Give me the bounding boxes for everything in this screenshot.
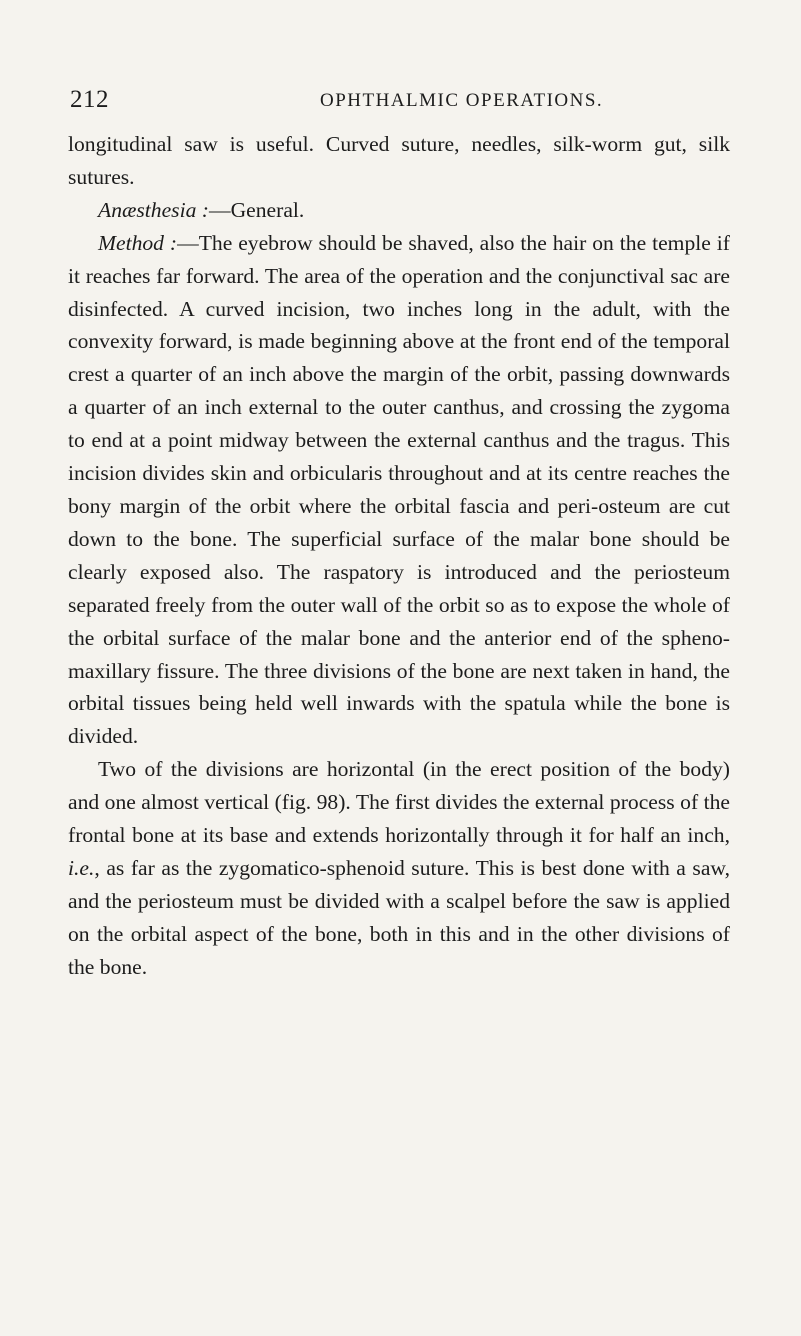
paragraph-text: —The eyebrow should be shaved, also the hair on the temple if it reaches far forward. The area of the operation and the conjunctival sac are disinfected. A curved incision, two inches long in the adult, with the convexity forward, is made beginning above at the front end of the temporal crest a quarter of an inch above the margin of the orbit, passing downwards a quarter of an inch external to the outer canthus, and crossing the zygoma to end at a point midway between the external canthus and the tragus. This incision divides skin and orbicularis throughout and at its centre reaches the bony margin of the orbit where the orbital fascia and peri-osteum are cut down to the bone. The superficial surface of the malar bone should be clearly exposed also. The raspatory is introduced and the periosteum separated freely from the outer wall of the orbit so as to expose the whole of the orbital surface of the malar bone and the anterior end of the spheno-maxillary fissure. The three divisions of the bone are next taken in hand, the orbital tissues being held well inwards with the spatula while the bone is divided. [68, 230, 730, 749]
page-header [70, 86, 730, 120]
paragraph-lead: Method : [98, 230, 178, 255]
paragraph-text-after: , as far as the zygomatico-sphenoid suture. This is best done with a saw, and the periosteum must be divided with a scalpel before the saw is applied on the orbital aspect of the bone, both in this and in the other divisions of the bone. [68, 855, 730, 979]
paragraph-divisions [68, 753, 730, 983]
page-number: 212 [70, 86, 109, 113]
body-text [68, 128, 730, 984]
paragraph-anaesthesia [68, 194, 730, 227]
paragraph-text: —General. [208, 197, 305, 222]
paragraph-text: Two of the divisions are horizontal (in the erect position of the body) and one almost vertical (fig. 98). The first divides the external process of the frontal bone at its base and extends horizontally through it for half an inch, [68, 757, 730, 848]
running-head: OPHTHALMIC OPERATIONS. [320, 90, 604, 111]
paragraph-equipment [68, 128, 730, 194]
paragraph-text: longitudinal saw is useful. Curved suture, needles, silk-worm gut, silk sutures. [68, 132, 730, 189]
paragraph-italic-abbrev: i.e. [68, 855, 95, 880]
paragraph-lead: Anæsthesia : [98, 197, 209, 222]
paragraph-method [68, 227, 730, 754]
